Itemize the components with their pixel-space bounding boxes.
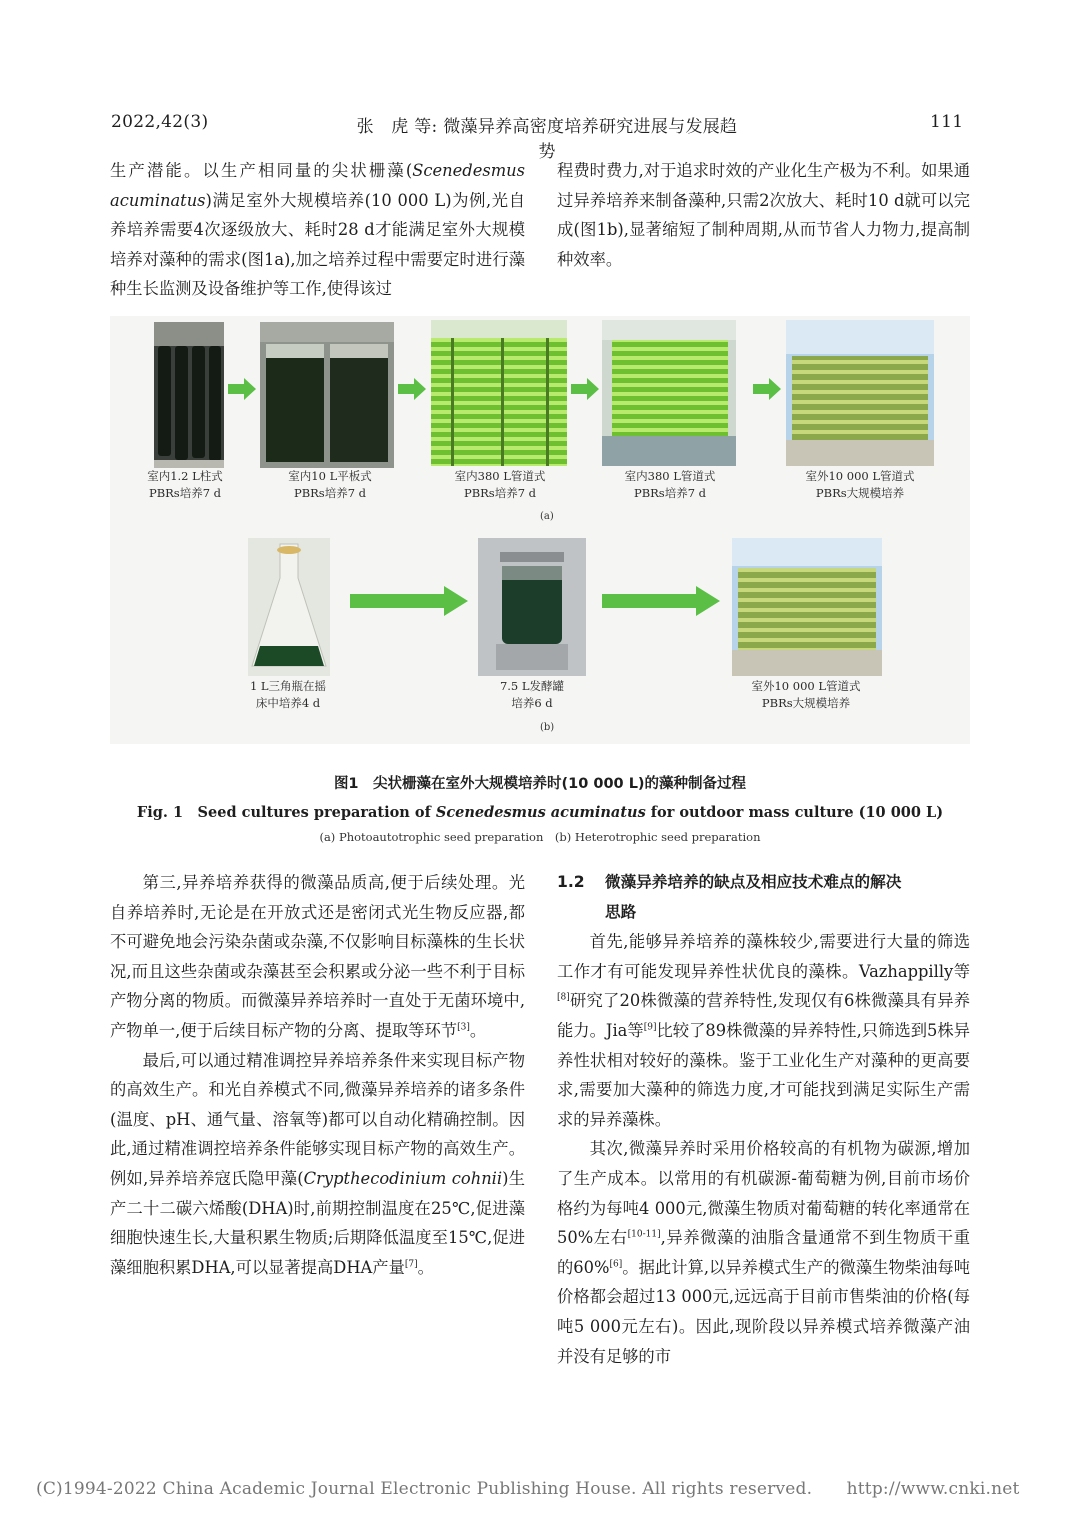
- arrow-right-icon: [228, 378, 256, 400]
- section-number: 1.2: [557, 873, 585, 891]
- stage-label: 1 L三角瓶在摇 床中培养4 d: [249, 679, 327, 710]
- citation: [10-11]: [627, 1229, 661, 1240]
- figure-caption-cn: 图1 尖状栅藻在室外大规模培养时(10 000 L)的藻种制备过程: [333, 776, 747, 792]
- paragraph: 程费时费力,对于追求时效的产业化生产极为不利。如果通过异养培养来制备藻种,只需2次放大、耗时10 d就可以完成(图1b),显著缩短了制种周期,从而节省人力物力,提高制种效率。: [557, 161, 970, 269]
- species-name: Crypthecodinium cohnii: [303, 1168, 503, 1188]
- photo-outdoor-pbr-a: [786, 320, 934, 466]
- outdoor-pbr-image: [786, 320, 934, 466]
- top-right-column: [557, 156, 970, 274]
- arrow-right-icon: [753, 378, 781, 400]
- stage-label: 室内1.2 L柱式 PBRs培养7 d: [147, 469, 223, 500]
- photo-fermenter: [478, 538, 586, 676]
- stage-label: 室外10 000 L管道式 PBRs大规模培养: [751, 679, 861, 710]
- photo-tubular-pbr-1: [431, 320, 567, 466]
- journal-issue: 2022,42(3): [111, 112, 209, 132]
- paragraph: 第三,异养培养获得的微藻品质高,便于后续处理。光自养培养时,无论是在开放式还是密闭式光生物反应器,都不可避免地会污染杂菌或杂藻,不仅影响目标藻株的生长状况,而且这些杂菌或杂藻甚至会积累或分泌一些不利于目标产物分离的物质。而微藻异养培养时一直处于无菌环境中,产物单一,便于后续目标产物的分离、提取等环节[3]。: [110, 873, 525, 1040]
- citation: [7]: [404, 1259, 418, 1270]
- running-title: 张 虎 等: 微藻异养高密度培养研究进展与发展趋势: [356, 117, 738, 162]
- species-name: Scenedesmus acuminatus: [435, 804, 646, 821]
- arrow-right-icon: [571, 378, 599, 400]
- paragraph: 最后,可以通过精准调控异养培养条件来实现目标产物的高效生产。和光自养模式不同,微藻异养培养的诸多条件(温度、pH、通气量、溶氧等)都可以自动化精确控制。因此,通过精准调控培养条件能够实现目标产物的高效生产。例如,异养培养寇氏隐甲藻(Crypthecodinium cohnii)生产二十二碳六烯酸(DHA)时,前期控制温度在25℃,促进藻细胞快速生长,大量积累生物质;后期降低温度至15℃,促进藻细胞积累DHA,可以显著提高DHA产量[7]。: [110, 1050, 525, 1277]
- citation: [3]: [457, 1022, 470, 1033]
- stage-label: 室内10 L平板式 PBRs培养7 d: [288, 469, 372, 500]
- photo-column-pbr: [154, 322, 224, 468]
- paragraph: 生产潜能。以生产相同量的尖状栅藻(Scenedesmus acuminatus)满足室外大规模培养(10 000 L)为例,光自养培养需要4次逐级放大、耗时28 d才能满足室外大规模培养对藻种的需求(图1a),加之培养过程中需要定时进行藻种生长监测及设备维护等工作,使得该过: [110, 161, 525, 299]
- copyright-footer: (C)1994-2022 China Academic Journal Electronic Publishing House. All rights reserved. http://www.cnki.net: [36, 1479, 1020, 1499]
- subfigure-tag: (a): [540, 511, 554, 522]
- flat-panel-pbr-image: [260, 322, 394, 468]
- photo-outdoor-pbr-b: [732, 538, 882, 676]
- outdoor-pbr-image: [732, 538, 882, 676]
- flask-image: [248, 538, 330, 676]
- citation: [6]: [609, 1259, 623, 1270]
- section-heading: 1.2 微藻异养培养的缺点及相应技术难点的解决 思路: [557, 868, 970, 927]
- bottom-left-column: [110, 868, 525, 1282]
- stage-label: 室内380 L管道式 PBRs培养7 d: [454, 469, 546, 500]
- citation: [8]: [557, 992, 570, 1003]
- fermenter-image: [478, 538, 586, 676]
- column-pbr-image: [154, 322, 224, 468]
- stage-label: 室内380 L管道式 PBRs培养7 d: [624, 469, 716, 500]
- subfigure-tag: (b): [540, 722, 555, 733]
- arrow-right-icon: [350, 586, 468, 616]
- page-number: 111: [930, 112, 964, 132]
- tubular-pbr-image: [602, 320, 736, 466]
- figure-1: [110, 316, 970, 744]
- tubular-pbr-image: [431, 320, 567, 466]
- photo-flat-panel-pbr: [260, 322, 394, 468]
- paragraph: 首先,能够异养培养的藻株较少,需要进行大量的筛选工作才有可能发现异养性状优良的藻株。Vazhappilly等[8]研究了20株微藻的营养特性,发现仅有6株微藻具有异养能力。Jia等[9]比较了89株微藻的异养特性,只筛选到5株异养性状相对较好的藻株。鉴于工业化生产对藻种的更高要求,需要加大藻种的筛选力度,才可能找到满足实际生产需求的异养藻株。: [557, 932, 970, 1129]
- top-left-column: [110, 156, 525, 304]
- photo-tubular-pbr-2: [602, 320, 736, 466]
- citation: [9]: [643, 1022, 657, 1033]
- paragraph: 其次,微藻异养时采用价格较高的有机物为碳源,增加了生产成本。以常用的有机碳源-葡萄糖为例,目前市场价格约为每吨4 000元,微藻生物质对葡萄糖的转化率通常在50%左右[10-11],异养微藻的油脂含量通常不到生物质干重的60%[6]。据此计算,以异养模式生产的微藻生物柴油每吨价格都会超过13 000元,远远高于目前市售柴油的价格(每吨5 000元左右)。因此,现阶段以异养模式培养微藻产油并没有足够的市: [557, 1139, 970, 1366]
- arrow-right-icon: [398, 378, 426, 400]
- photo-flask: [248, 538, 330, 676]
- figure-caption-en: Fig. 1 Seed cultures preparation of Scenedesmus acuminatus for outdoor mass culture (10 000 L): [136, 804, 944, 821]
- figure-subcaption: (a) Photoautotrophic seed preparation (b) Heterotrophic seed preparation: [319, 830, 761, 844]
- arrow-right-icon: [602, 586, 720, 616]
- stage-label: 室外10 000 L管道式 PBRs大规模培养: [805, 469, 915, 500]
- species-name: Scenedesmus acuminatus: [110, 161, 525, 210]
- stage-label: 7.5 L发酵罐 培养6 d: [499, 679, 565, 710]
- bottom-right-column: [557, 868, 970, 1371]
